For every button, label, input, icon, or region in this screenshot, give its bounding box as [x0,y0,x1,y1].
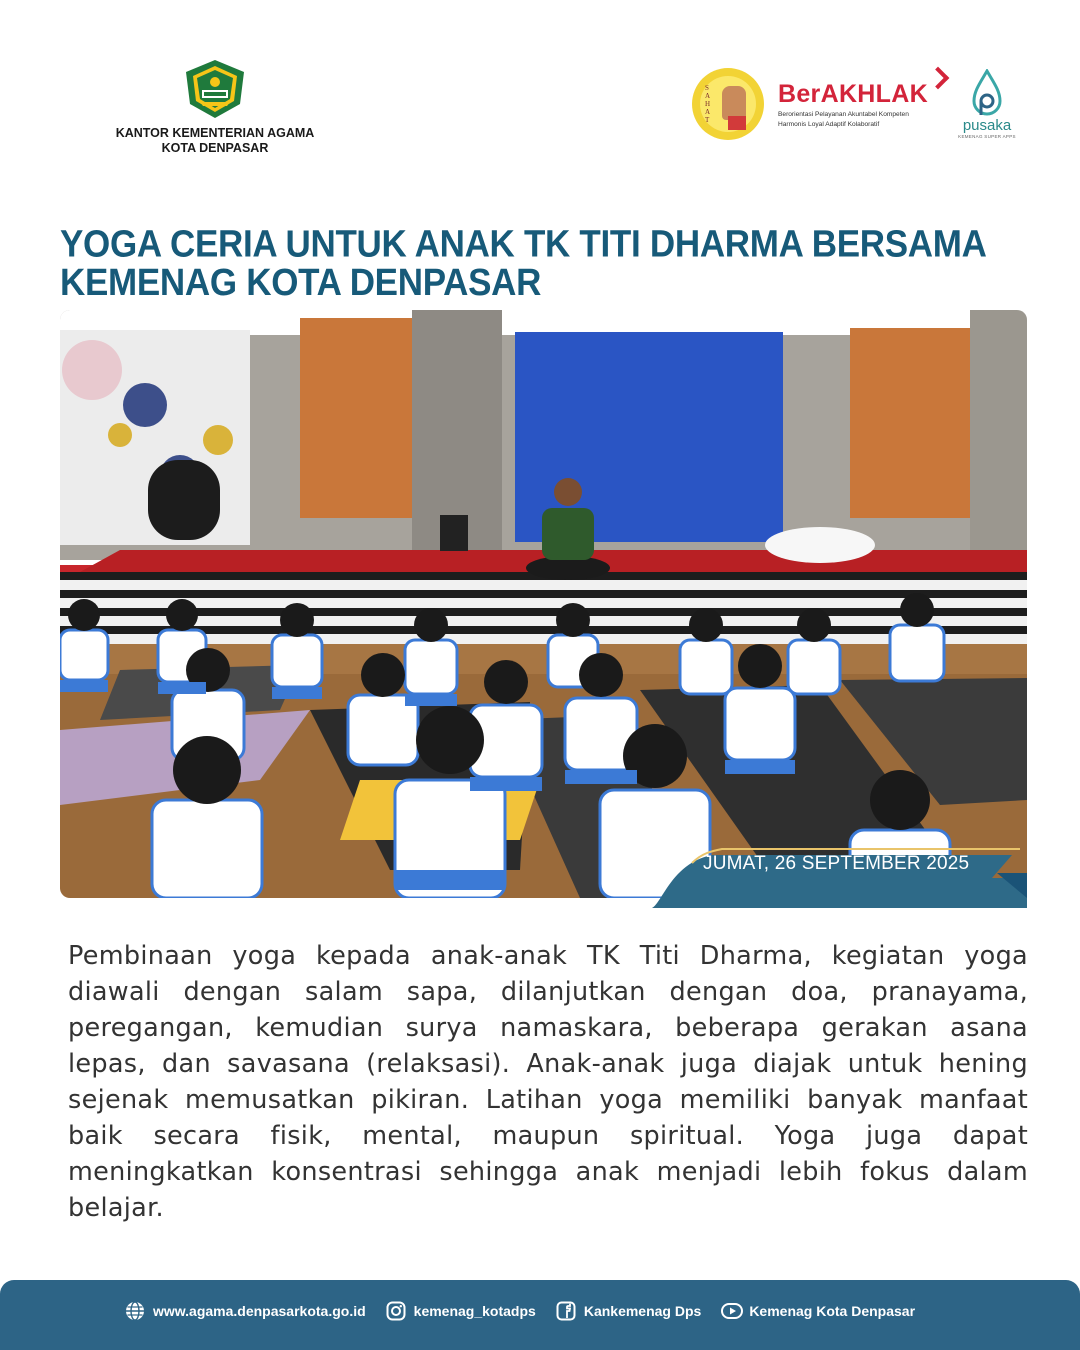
youtube-icon [721,1301,741,1321]
yoga-class-photo [60,310,1027,898]
date-label: JUMAT, 26 SEPTEMBER 2025 [703,853,970,874]
page-title-line1: YOGA CERIA UNTUK ANAK TK TITI DHARMA BERSAMA [60,222,987,265]
pusaka-drop-icon [970,69,1004,117]
pusaka-word: pusaka [962,117,1012,134]
chevron-right-icon [927,66,950,89]
facebook-text: Kankemenag Dps [583,1303,702,1319]
facebook-icon [556,1301,576,1321]
sahabat-logo-icon: S A H A T [692,68,764,140]
youtube-link[interactable] [721,1301,915,1321]
website-link[interactable] [125,1301,366,1321]
page-title-line2: KEMENAG KOTA DENPASAR [60,261,542,304]
instagram-text: kemenag_kotadps [413,1303,536,1319]
partner-logos [692,64,1020,144]
org-block [95,58,335,156]
page-title [60,222,1020,304]
instagram-link[interactable] [386,1301,536,1321]
website-text: www.agama.denpasarkota.go.id [153,1303,366,1319]
pusaka-logo [954,69,1020,139]
instagram-icon [386,1301,406,1321]
facebook-link[interactable] [556,1301,701,1321]
kemenag-emblem-icon [182,58,248,120]
berakhlak-logo [778,80,940,129]
footer-links [125,1301,915,1321]
berakhlak-subtitle-2: Harmonis Loyal Adaptif Kolaboratif [778,120,880,128]
berakhlak-subtitle-1: Berorientasi Pelayanan Akuntabel Kompeten [778,110,909,118]
pusaka-sub: KEMENAG SUPER APPS [958,134,1016,139]
org-name-line1: KANTOR KEMENTERIAN AGAMA [115,126,315,140]
org-name-line2: KOTA DENPASAR [161,141,269,155]
globe-icon [125,1301,145,1321]
berakhlak-title: BerAKHLAK [778,80,940,109]
youtube-text: Kemenag Kota Denpasar [749,1303,916,1319]
body-paragraph: Pembinaan yoga kepada anak-anak TK Titi Dharma, kegiatan yoga diawali dengan salam sapa, dilanjutkan dengan doa, pranayama, peregangan, kemudian surya namaskara, beberapa gerakan asana lepas, dan savasana (relaksasi). Anak-anak juga diajak untuk hening sejenak memusatkan pikiran. Latihan yoga memiliki banyak manfaat baik secara fisik, mental, maupun spiritual. Yoga juga dapat meningkatkan konsentrasi sehingga anak menjadi lebih fokus dalam belajar. [68,941,1028,1223]
